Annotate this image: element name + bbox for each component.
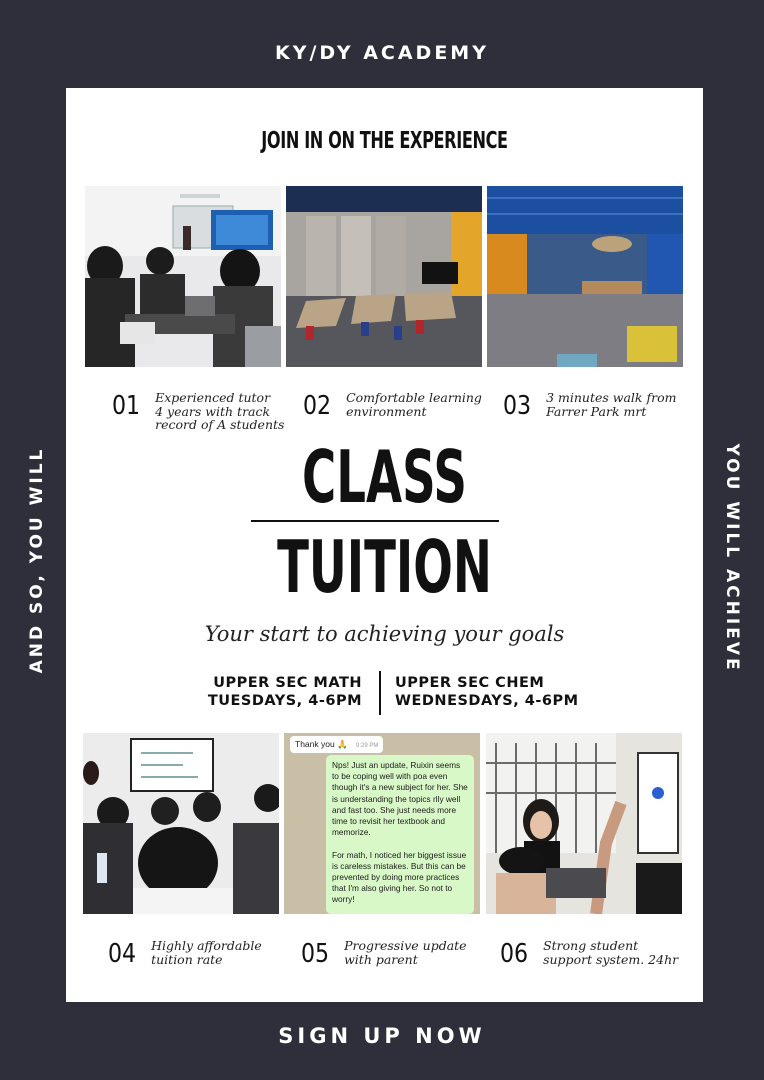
feature-02 bbox=[303, 391, 482, 419]
signup-cta[interactable]: SIGN UP NOW bbox=[278, 1024, 486, 1048]
title-divider bbox=[251, 520, 499, 522]
feature-text: 3 minutes walk from Farrer Park mrt bbox=[546, 390, 677, 419]
feature-06 bbox=[500, 939, 678, 967]
schedule-math bbox=[208, 674, 362, 710]
feature-number: 05 bbox=[301, 939, 330, 969]
photo-class-in-session bbox=[83, 733, 279, 914]
chat-thanks-bubble bbox=[290, 736, 383, 753]
photo-lounge bbox=[487, 186, 683, 367]
feature-number: 01 bbox=[112, 391, 141, 421]
chat-message-text: Nps! Just an update, Ruixin seems to be coping well with poa even though it's a new subject for her. She is understanding the topics rlly well and fast too. She just needs more time to revisit her textbook and memorize. For math, I noticed her biggest issue is careless mistakes. But this can be prevented by doing more practices that I'm also giving her. So not to worry! bbox=[332, 760, 468, 905]
side-text-left: AND SO, YOU WILL bbox=[27, 446, 47, 674]
photo-learning-room bbox=[286, 186, 482, 367]
brand-title: KY/DY ACADEMY bbox=[275, 42, 489, 64]
photo-parent-chat bbox=[284, 733, 480, 914]
flyer-card bbox=[66, 88, 703, 1002]
section-heading: JOIN IN ON THE EXPERIENCE bbox=[261, 128, 508, 154]
schedule-math-subject: UPPER SEC MATH bbox=[213, 675, 362, 691]
chat-message-bubble bbox=[326, 755, 474, 914]
schedule-chem-subject: UPPER SEC CHEM bbox=[395, 675, 545, 691]
photo-classroom-students bbox=[85, 186, 281, 367]
title-tuition: TUITION bbox=[277, 525, 492, 609]
feature-number: 02 bbox=[303, 391, 332, 421]
schedule-divider bbox=[379, 671, 381, 715]
feature-text: Strong student support system. 24hr bbox=[543, 938, 679, 967]
feature-text: Progressive update with parent bbox=[344, 938, 467, 967]
chat-thanks-time: 9:29 PM bbox=[356, 743, 379, 749]
feature-number: 03 bbox=[503, 391, 532, 421]
tagline: Your start to achieving your goals bbox=[204, 622, 565, 646]
feature-01 bbox=[112, 391, 284, 432]
side-text-right: YOU WILL ACHIEVE bbox=[722, 443, 742, 673]
feature-04 bbox=[108, 939, 262, 967]
photo-tutor-teaching bbox=[486, 733, 682, 914]
feature-number: 06 bbox=[500, 939, 529, 969]
feature-text: Experienced tutor 4 years with track record of A students bbox=[155, 390, 285, 432]
chat-thanks-text: Thank you 🙏 bbox=[295, 739, 348, 749]
schedule-chem bbox=[395, 674, 579, 710]
schedule-chem-time: WEDNESDAYS, 4-6PM bbox=[395, 693, 579, 709]
feature-text: Highly affordable tuition rate bbox=[151, 938, 262, 967]
title-class: CLASS bbox=[302, 435, 467, 519]
feature-05 bbox=[301, 939, 467, 967]
feature-03 bbox=[503, 391, 676, 419]
feature-number: 04 bbox=[108, 939, 137, 969]
feature-text: Comfortable learning environment bbox=[346, 390, 482, 419]
schedule-math-time: TUESDAYS, 4-6PM bbox=[207, 693, 362, 709]
